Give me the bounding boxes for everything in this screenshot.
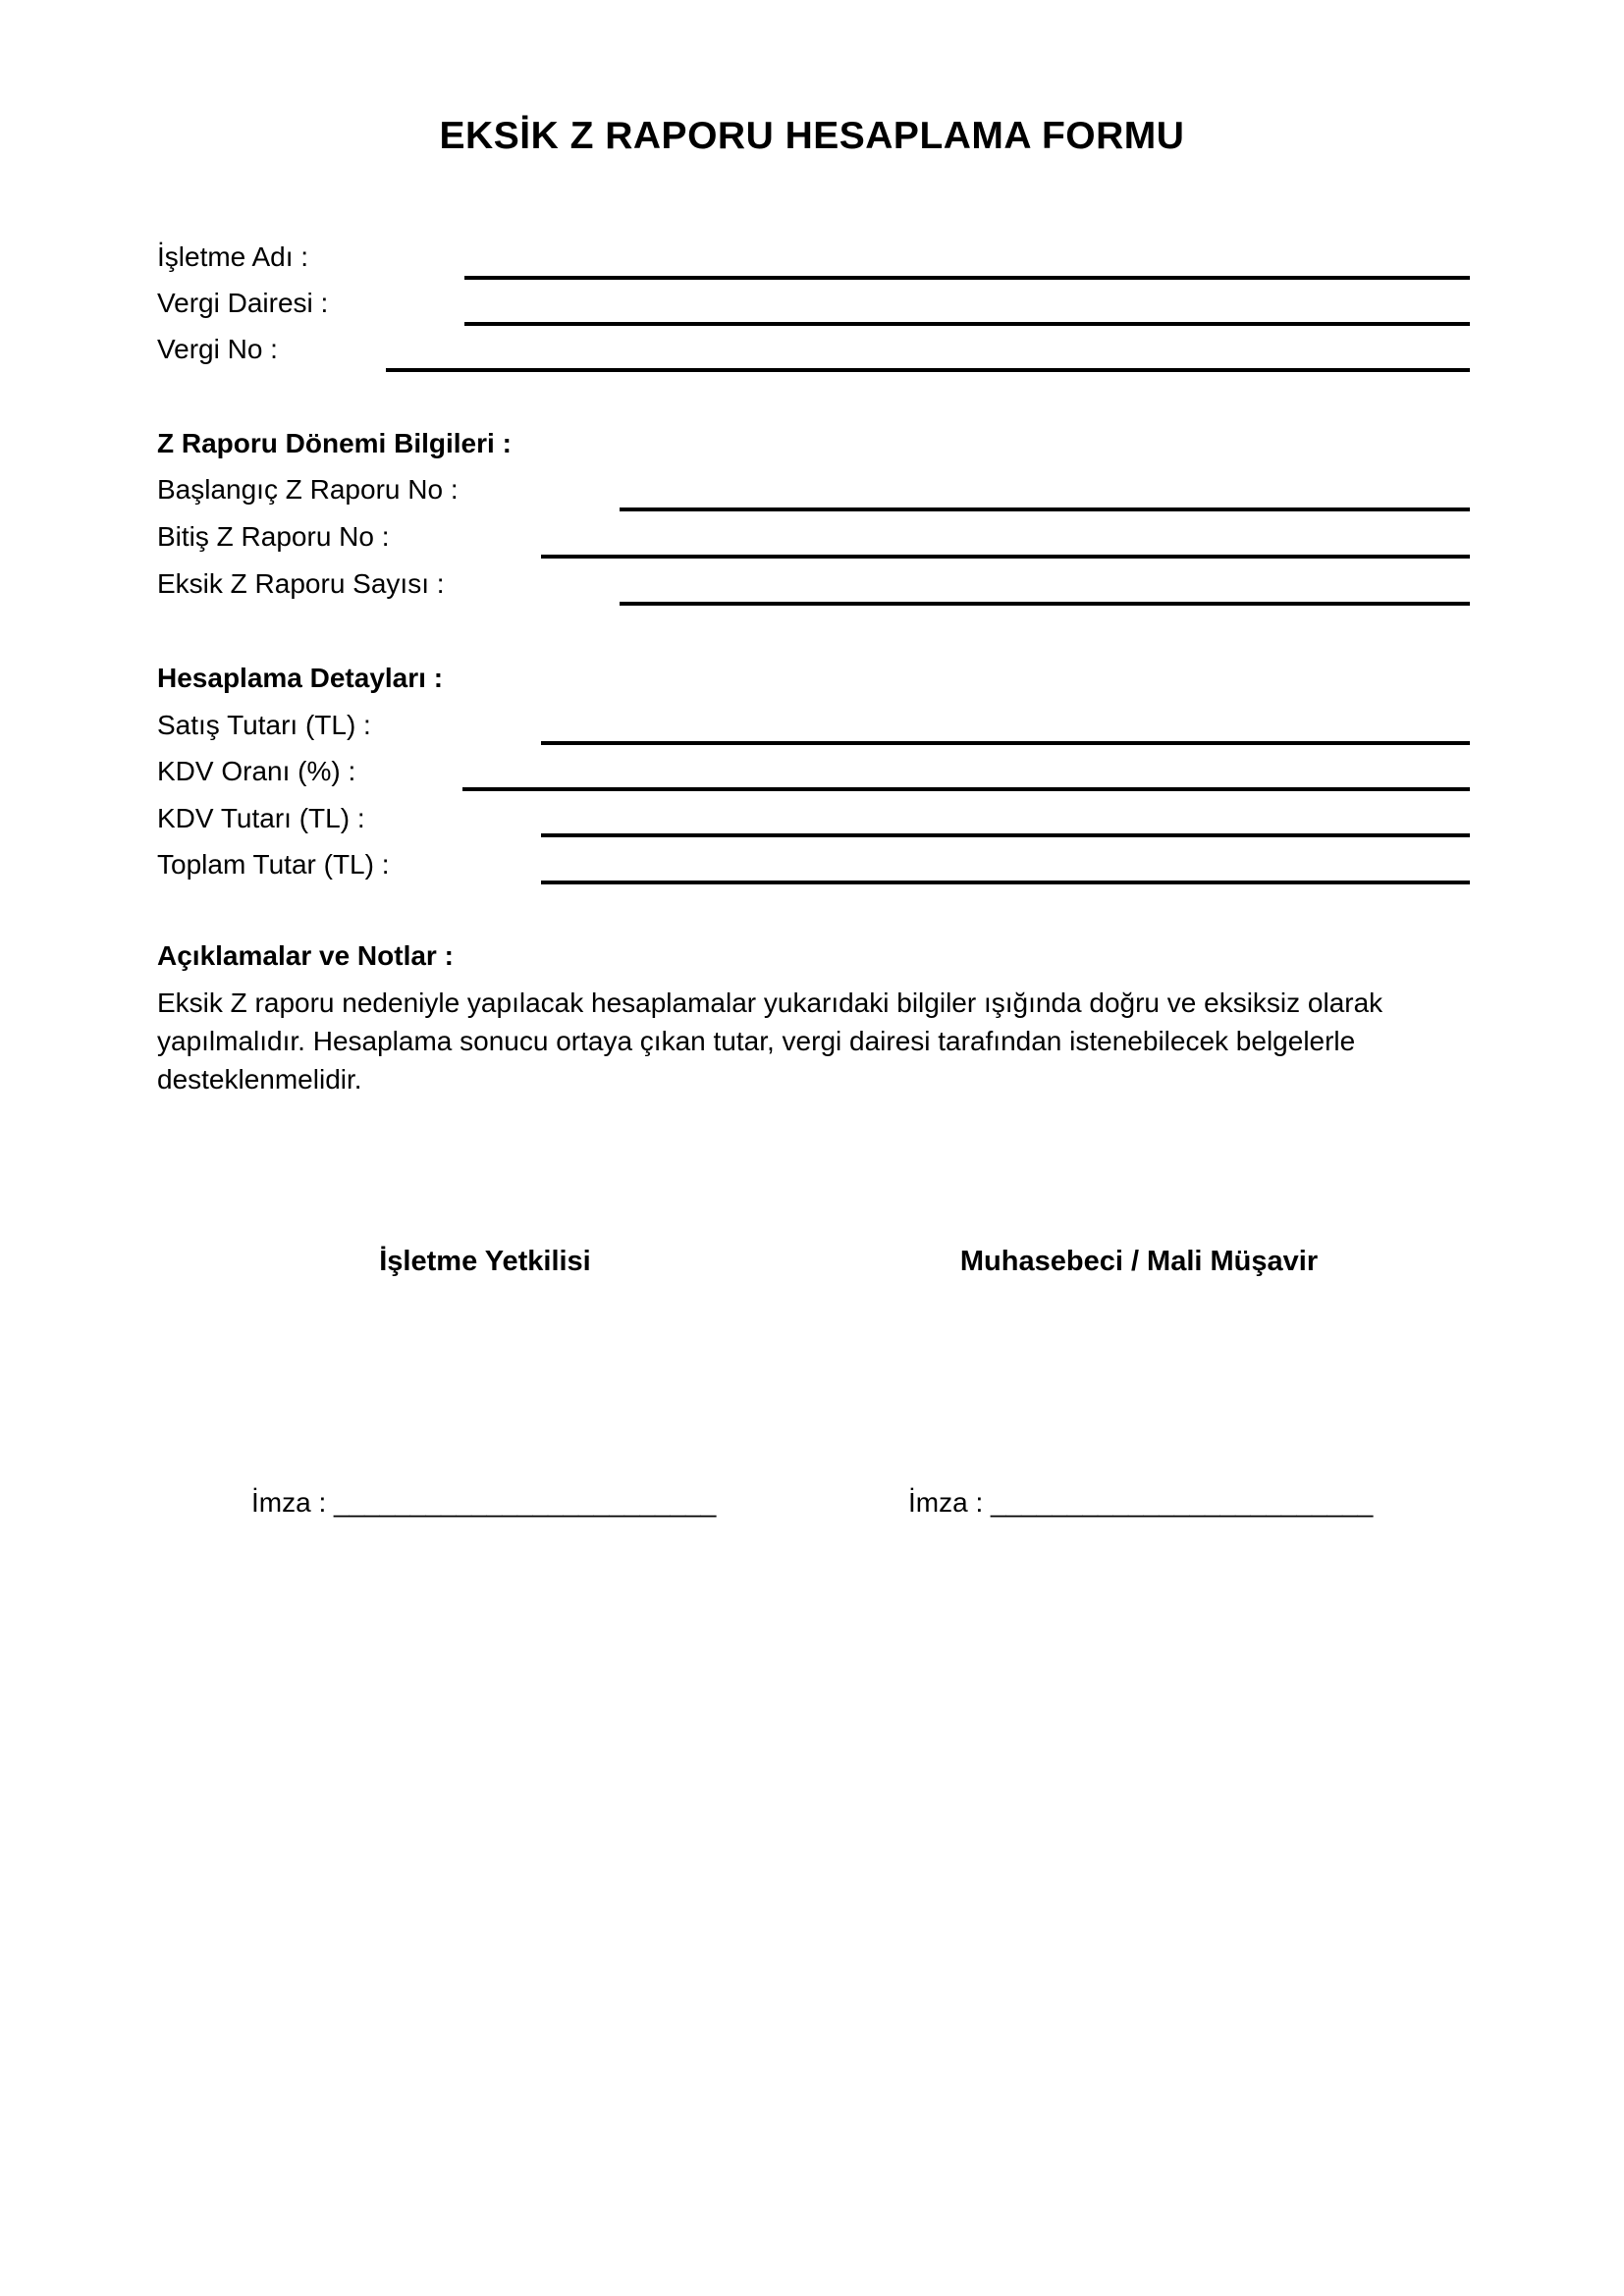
field-label-eksik-z-raporu-sayisi: Eksik Z Raporu Sayısı : [157, 568, 445, 599]
section-heading-z-raporu-donemi: Z Raporu Dönemi Bilgileri : [157, 428, 512, 458]
signature-role-muhasebeci: Muhasebeci / Mali Müşavir [959, 1246, 1319, 1277]
field-label-toplam-tutar: Toplam Tutar (TL) : [157, 849, 390, 880]
fill-line-satis-tutari [541, 741, 1470, 745]
fill-line-kdv-orani [462, 787, 1470, 791]
notes-line-1: Eksik Z raporu nedeniyle yapılacak hesaplamalar yukarıdaki bilgiler ışığında doğru ve eksiksiz olarak [157, 988, 1383, 1018]
field-label-vergi-no: Vergi No : [157, 334, 278, 364]
form-title: EKSİK Z RAPORU HESAPLAMA FORMU [439, 115, 1185, 157]
fill-line-vergi-dairesi [464, 322, 1470, 326]
signature-line-muhasebeci: İmza : _________________________ [908, 1487, 1374, 1518]
fill-line-toplam-tutar [541, 881, 1470, 884]
field-label-isletme-adi: İşletme Adı : [157, 241, 309, 272]
fill-line-kdv-tutari [541, 833, 1470, 837]
fill-line-baslangic-z-raporu-no [620, 507, 1470, 511]
section-heading-hesaplama-detaylari: Hesaplama Detayları : [157, 663, 444, 693]
fill-line-isletme-adi [464, 276, 1470, 280]
signature-role-isletme-yetkilisi: İşletme Yetkilisi [379, 1246, 591, 1277]
notes-line-2: yapılmalıdır. Hesaplama sonucu ortaya çıkan tutar, vergi dairesi tarafından istenebilecek belgelerle [157, 1026, 1356, 1056]
field-label-vergi-dairesi: Vergi Dairesi : [157, 288, 329, 318]
field-label-baslangic-z-raporu-no: Başlangıç Z Raporu No : [157, 474, 459, 505]
field-label-bitis-z-raporu-no: Bitiş Z Raporu No : [157, 521, 390, 552]
notes-line-3: desteklenmelidir. [157, 1064, 362, 1095]
fill-line-bitis-z-raporu-no [541, 555, 1470, 559]
signature-line-isletme-yetkilisi: İmza : _________________________ [251, 1487, 717, 1518]
notes-paragraph [157, 984, 1434, 1098]
fill-line-vergi-no [386, 368, 1470, 372]
field-label-satis-tutari: Satış Tutarı (TL) : [157, 710, 371, 740]
section-heading-aciklamalar: Açıklamalar ve Notlar : [157, 940, 454, 971]
fill-line-eksik-z-raporu-sayisi [620, 602, 1470, 606]
field-label-kdv-orani: KDV Oranı (%) : [157, 756, 356, 786]
field-label-kdv-tutari: KDV Tutarı (TL) : [157, 803, 365, 833]
